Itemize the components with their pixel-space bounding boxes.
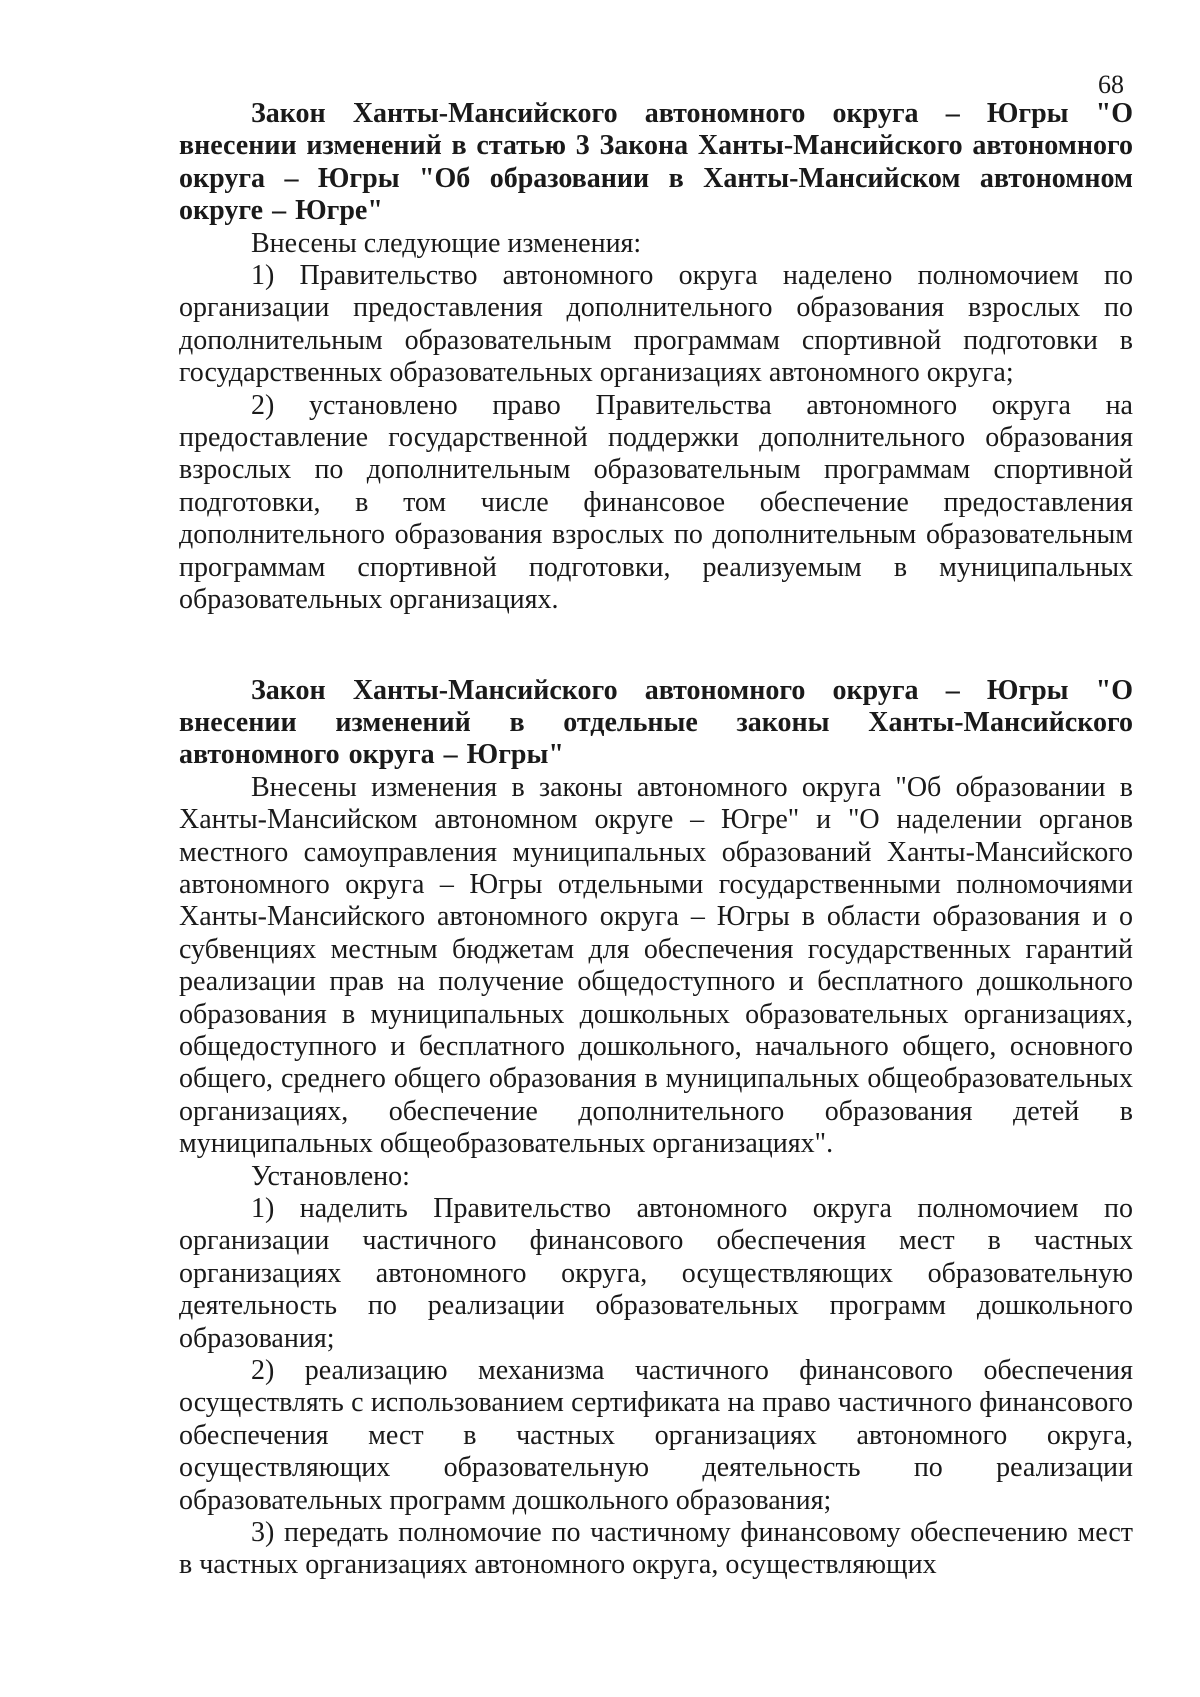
paragraph: 1) Правительство автономного округа наделено полномочием по организации предоставления дополнительного образования взрослых по дополнительным образовательным программам спортивной подготовки в государственных образовательных организациях автономного округа;: [179, 260, 1133, 389]
paragraph: Внесены изменения в законы автономного округа "Об образовании в Ханты-Мансийском автономном округе – Югре" и "О наделении органов местного самоуправления муниципальных образований Ханты-Мансийского автономного округа – Югры отдельными государственными полномочиями Ханты-Мансийского автономного округа – Югры в области образования и о субвенциях местным бюджетам для обеспечения государственных гарантий реализации прав на получение общедоступного и бесплатного дошкольного образования в муниципальных дошкольных образовательных организациях, общедоступного и бесплатного дошкольного, начального общего, основного общего, среднего общего образования в муниципальных общеобразовательных организациях, обеспечение дополнительного образования детей в муниципальных общеобразовательных организациях".: [179, 771, 1133, 1160]
section-spacer: [179, 617, 1133, 675]
paragraph: Установлено:: [251, 1160, 410, 1192]
paragraph: Внесены следующие изменения:: [251, 227, 642, 259]
paragraph: 3) передать полномочие по частичному финансовому обеспечению мест в частных организациях автономного округа, осуществляющих: [179, 1517, 1133, 1581]
paragraph: 2) реализацию механизма частичного финансового обеспечения осуществлять с использованием сертификата на право частичного финансового обеспечения мест в частных организациях автономного округа, осуществляющих образовательную деятельность по реализации образовательных программ дошкольного образования;: [179, 1355, 1133, 1516]
document-body: [179, 98, 1133, 1582]
section-heading: Закон Ханты-Мансийского автономного округа – Югры "О внесении изменений в отдельные законы Ханты-Мансийского автономного округа – Югры": [179, 674, 1133, 771]
page-number: 68: [1098, 70, 1124, 99]
section-heading: Закон Ханты-Мансийского автономного округа – Югры "О внесении изменений в статью 3 Закона Ханты-Мансийского автономного округа – Югры "Об образовании в Ханты-Мансийском автономном округе – Югре": [179, 98, 1133, 227]
paragraph: 2) установлено право Правительства автономного округа на предоставление государственной поддержки дополнительного образования взрослых по дополнительным образовательным программам спортивной подготовки, в том числе финансовое обеспечение предоставления дополнительного образования взрослых по дополнительным образовательным программам спортивной подготовки, реализуемым в муниципальных образовательных организациях.: [179, 389, 1133, 616]
paragraph: 1) наделить Правительство автономного округа полномочием по организации частичного финансового обеспечения мест в частных организациях автономного округа, осуществляющих образовательную деятельность по реализации образовательных программ дошкольного образования;: [179, 1193, 1133, 1354]
